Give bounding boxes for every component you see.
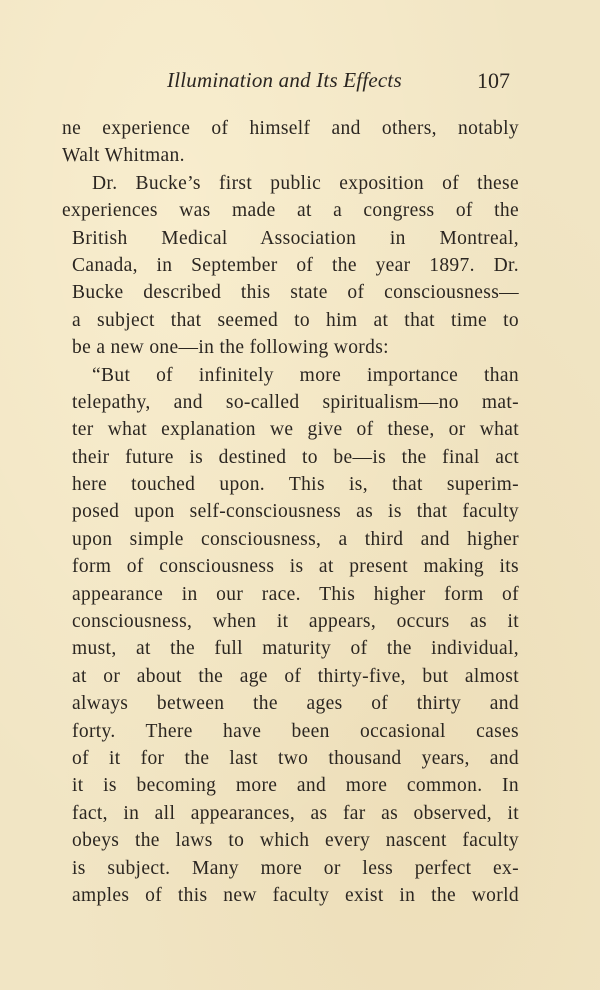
text-line: of it for the last two thousand years, and bbox=[72, 747, 519, 769]
page-number: 107 bbox=[477, 68, 510, 93]
body-text bbox=[62, 115, 519, 909]
text-line: “But of infinitely more importance than bbox=[92, 364, 519, 386]
text-line: ter what explanation we give of these, or what bbox=[72, 419, 519, 441]
text-line: ne experience of himself and others, notably bbox=[62, 118, 519, 139]
text-line: always between the ages of thirty and bbox=[72, 693, 519, 715]
text-line: Canada, in September of the year 1897. Dr. bbox=[72, 254, 519, 276]
text-line: amples of this new faculty exist in the world bbox=[72, 884, 519, 906]
text-line: at or about the age of thirty-five, but almost bbox=[72, 665, 519, 687]
text-line: obeys the laws to which every nascent faculty bbox=[72, 830, 519, 852]
text-line: upon simple consciousness, a third and higher bbox=[72, 528, 519, 550]
text-line: Dr. Bucke’s first public exposition of these bbox=[92, 172, 519, 194]
text-line: is subject. Many more or less perfect ex- bbox=[72, 857, 519, 879]
text-line: their future is destined to be—is the final act bbox=[72, 446, 519, 468]
text-line: posed upon self-consciousness as is that faculty bbox=[72, 501, 519, 523]
text-line: British Medical Association in Montreal, bbox=[72, 227, 519, 249]
text-line: must, at the full maturity of the individual, bbox=[72, 638, 519, 660]
text-line: be a new one—in the following words: bbox=[72, 337, 389, 359]
running-head bbox=[0, 68, 600, 98]
text-line: a subject that seemed to him at that time to bbox=[72, 309, 519, 331]
text-line: Bucke described this state of consciousness— bbox=[72, 282, 519, 304]
text-line: it is becoming more and more common. In bbox=[72, 775, 519, 797]
text-line: form of consciousness is at present making its bbox=[72, 556, 519, 578]
text-line: here touched upon. This is, that superim- bbox=[72, 474, 519, 496]
text-line: forty. There have been occasional cases bbox=[72, 720, 519, 742]
text-line: experiences was made at a congress of the bbox=[62, 200, 519, 222]
text-line: telepathy, and so-called spiritualism—no mat- bbox=[72, 391, 519, 413]
text-line: fact, in all appearances, as far as observed, it bbox=[72, 802, 519, 824]
text-line: Walt Whitman. bbox=[62, 145, 185, 167]
text-line: consciousness, when it appears, occurs as it bbox=[72, 611, 519, 633]
running-head-title: Illumination and Its Effects bbox=[167, 68, 402, 92]
text-line: appearance in our race. This higher form of bbox=[72, 583, 519, 605]
